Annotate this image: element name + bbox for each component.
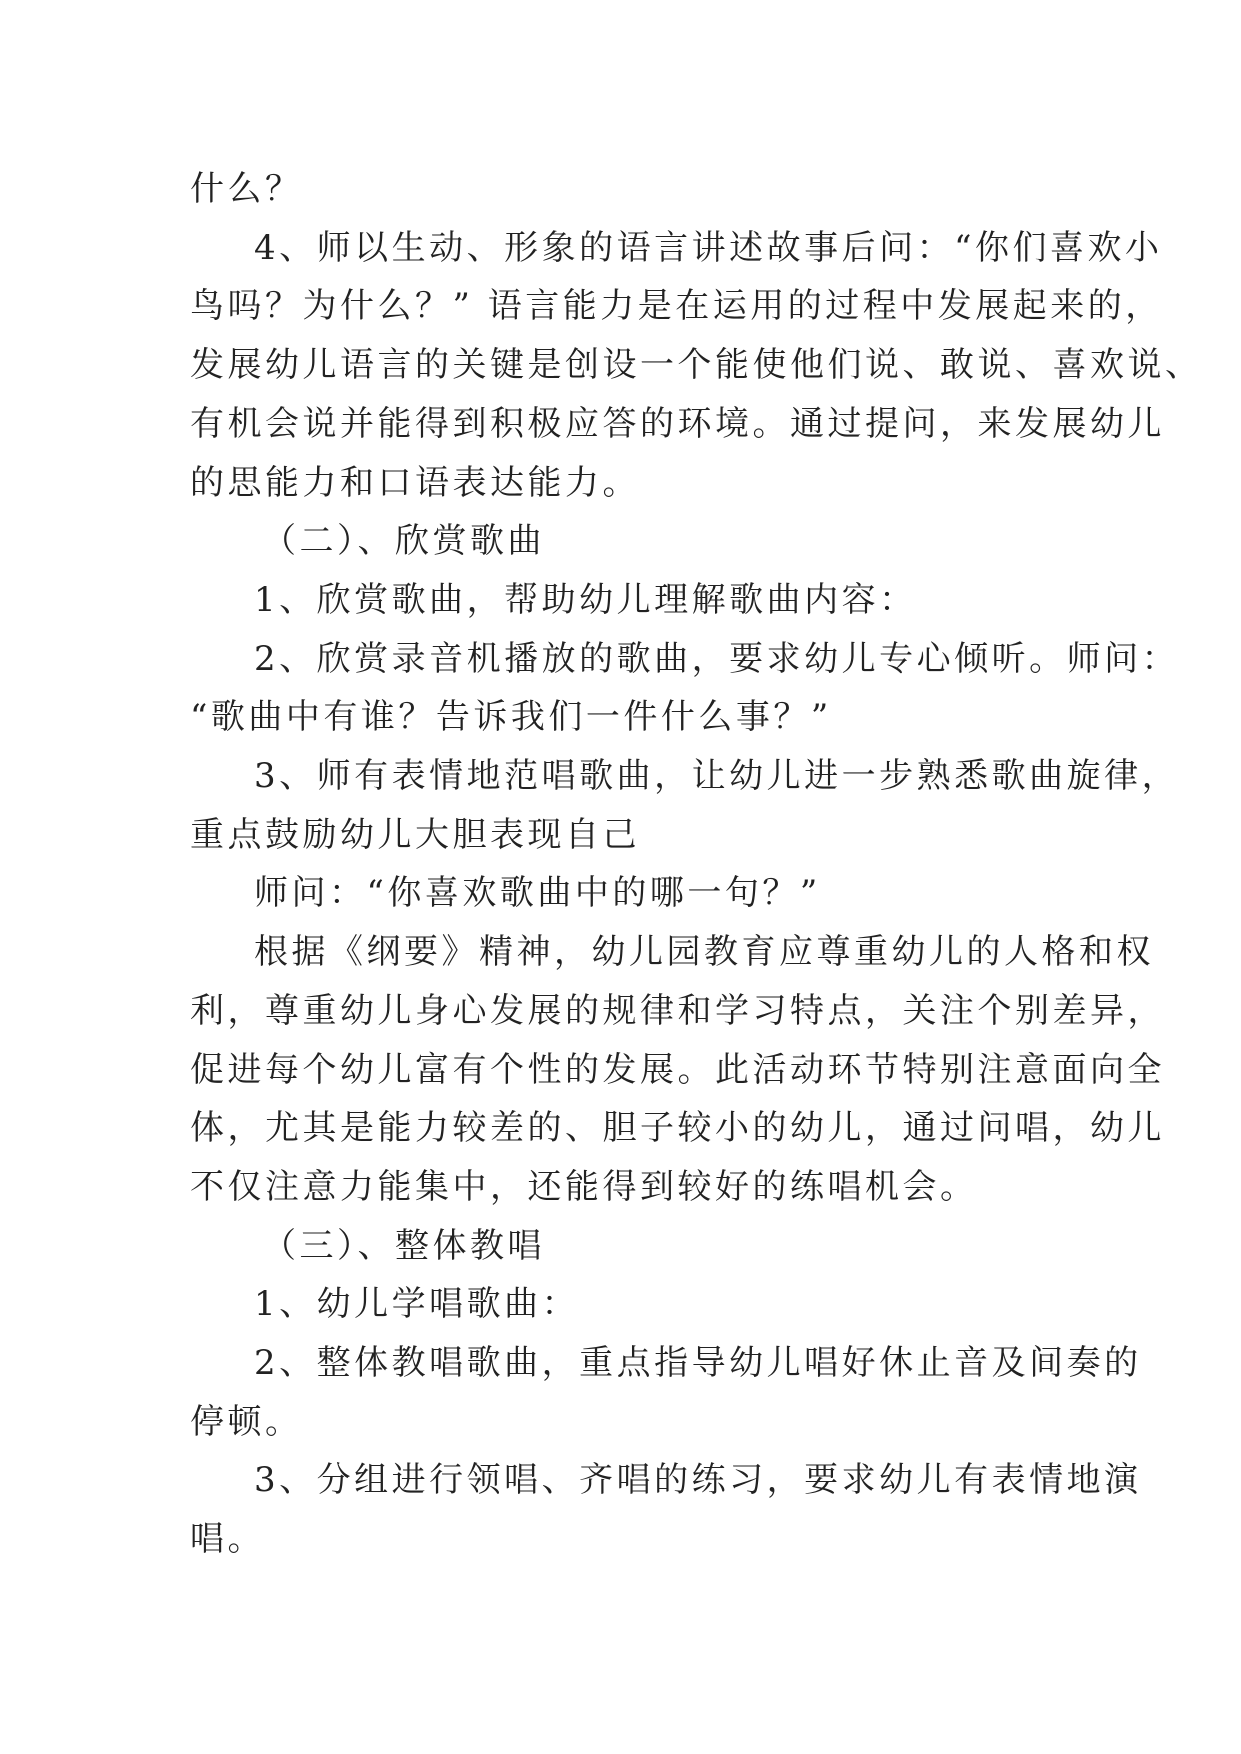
text-line: 师问：“你喜欢歌曲中的哪一句？” — [254, 873, 821, 914]
text-line: 促进每个幼儿富有个性的发展。此活动环节特别注意面向全 — [190, 1049, 1165, 1090]
text-line: 鸟吗？为什么？” 语言能力是在运用的过程中发展起来的， — [190, 286, 1163, 327]
text-line: 4、师以生动、形象的语言讲述故事后问：“你们喜欢小 — [254, 227, 1163, 268]
text-line: 的思能力和口语表达能力。 — [190, 462, 640, 503]
text-line: 1、欣赏歌曲，帮助幼儿理解歌曲内容： — [254, 579, 917, 620]
text-line: 重点鼓励幼儿大胆表现自己 — [190, 814, 640, 855]
text-line: 停顿。 — [190, 1401, 303, 1442]
text-line: 3、师有表情地范唱歌曲，让幼儿进一步熟悉歌曲旋律， — [254, 756, 1180, 797]
text-line: 利，尊重幼儿身心发展的规律和学习特点，关注个别差异， — [190, 990, 1165, 1031]
section-heading: （三）、整体教唱 — [262, 1225, 545, 1266]
text-line: 唱。 — [190, 1519, 265, 1560]
text-line: 1、幼儿学唱歌曲： — [254, 1284, 580, 1325]
text-line: 什么？ — [190, 169, 303, 209]
document-body — [190, 160, 1203, 1569]
text-line: 有机会说并能得到积极应答的环境。通过提问，来发展幼儿 — [190, 403, 1165, 444]
section-heading: （二）、欣赏歌曲 — [262, 521, 545, 562]
text-line: “歌曲中有谁？告诉我们一件什么事？” — [190, 697, 832, 738]
text-line: 根据《纲要》精神，幼儿园教育应尊重幼儿的人格和权 — [254, 932, 1154, 973]
text-line: 发展幼儿语言的关键是创设一个能使他们说、敢说、喜欢说、 — [190, 345, 1203, 386]
text-line: 体，尤其是能力较差的、胆子较小的幼儿，通过问唱，幼儿 — [190, 1108, 1165, 1149]
text-line: 不仅注意力能集中，还能得到较好的练唱机会。 — [190, 1166, 978, 1207]
text-line: 2、整体教唱歌曲，重点指导幼儿唱好休止音及间奏的 — [254, 1343, 1142, 1384]
text-line: 3、分组进行领唱、齐唱的练习，要求幼儿有表情地演 — [254, 1460, 1142, 1501]
text-line: 2、欣赏录音机播放的歌曲，要求幼儿专心倾听。师问： — [254, 638, 1180, 679]
